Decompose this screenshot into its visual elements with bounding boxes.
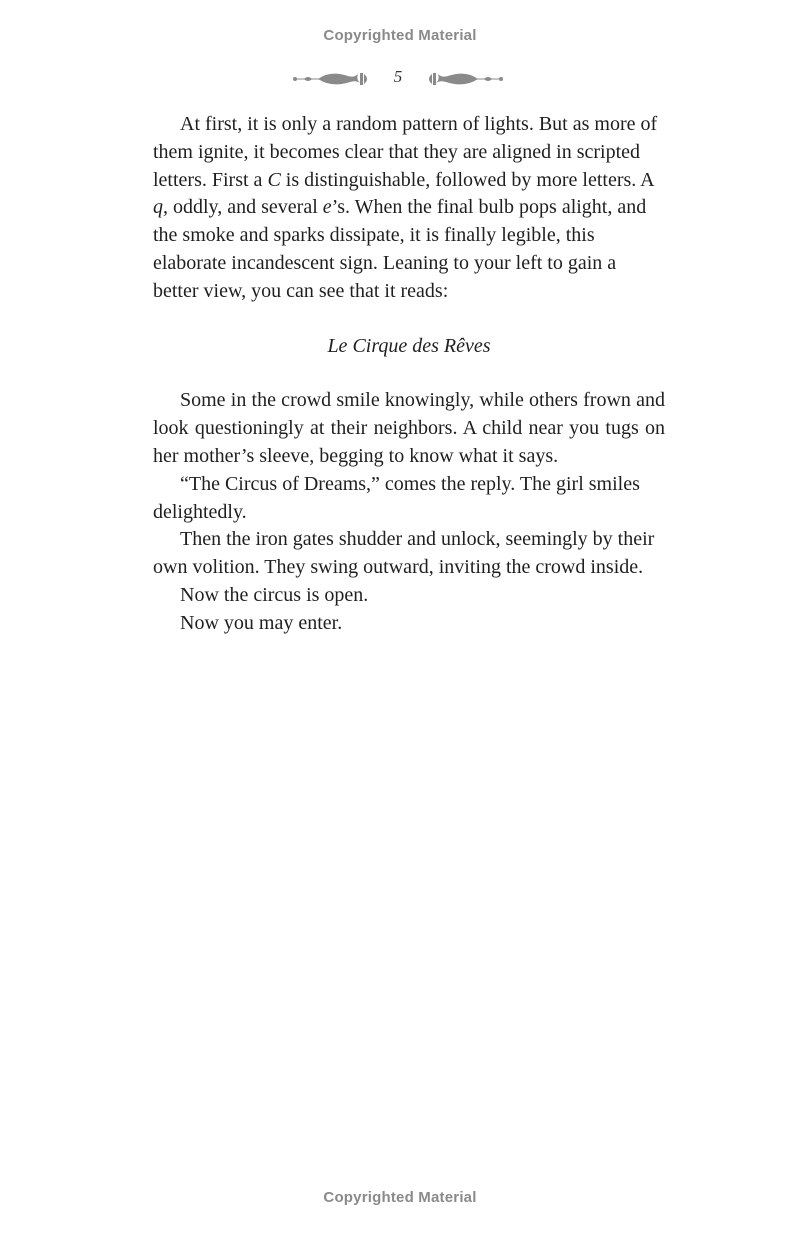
page-folio: [0, 67, 800, 91]
paragraph-1-part-4: ’s. When the final bulb pops alight, and the smoke and sparks dissipate, it is finally legible, this elaborate incandescent sign. Leaning to your left to gain a better view, you can see that it reads:: [153, 196, 647, 302]
paragraph-1-italic-q: q: [153, 196, 163, 219]
body-text: [153, 111, 665, 638]
left-ornament-icon: [292, 71, 372, 87]
sign-text-heading: Le Cirque des Rêves: [327, 334, 491, 357]
paragraph-1: [153, 111, 665, 306]
paragraph-1-italic-c: C: [267, 168, 281, 191]
paragraph-4: Then the iron gates shudder and unlock, seemingly by their own volition. They swing outward, inviting the crowd inside.: [153, 528, 655, 579]
paragraph-5: Now the circus is open.: [180, 583, 369, 606]
paragraph-1-part-3: , oddly, and several: [163, 196, 323, 219]
watermark-top: Copyrighted Material: [323, 27, 477, 44]
paragraph-3: “The Circus of Dreams,” comes the reply. The girl smiles delightedly.: [153, 472, 640, 523]
page-number: 5: [393, 67, 403, 86]
paragraph-2: Some in the crowd smile knowingly, while others frown and look questioningly at their neighbors. A child near you tugs on her mother’s sleeve, begging to know what it says.: [153, 389, 665, 467]
watermark-bottom: Copyrighted Material: [323, 1189, 477, 1206]
paragraph-1-part-2: is distinguishable, followed by more letters. A: [280, 168, 654, 191]
right-ornament-icon: [424, 71, 504, 87]
paragraph-6: Now you may enter.: [180, 611, 343, 634]
paragraph-1-part-1: At first, it is only a random pattern of lights. But as more of them ignite, it becomes clear that they are aligned in scripted letters. First a: [153, 113, 658, 191]
paragraph-1-italic-e: e: [322, 196, 332, 219]
